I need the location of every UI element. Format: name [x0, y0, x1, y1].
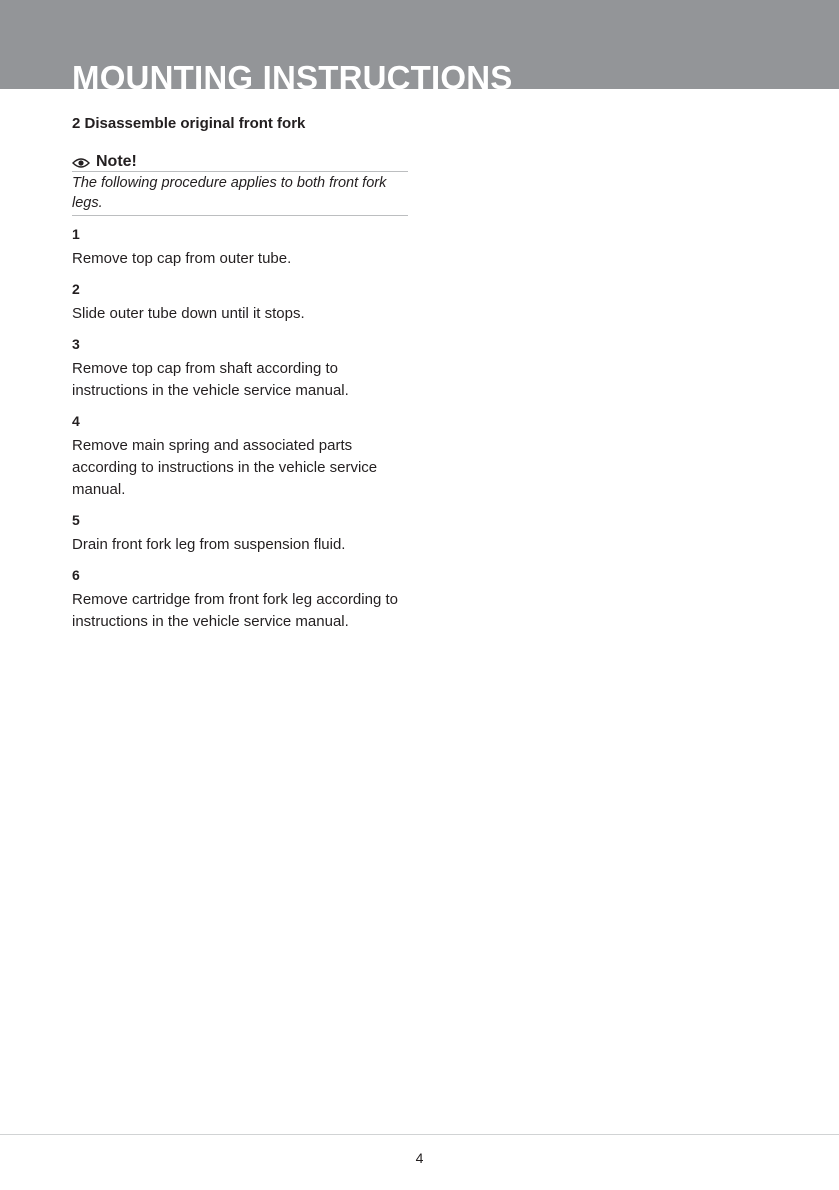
step-item — [72, 279, 408, 325]
step-text: Drain front fork leg from suspension fluid. — [72, 536, 346, 553]
step-text: Remove cartridge from front fork leg according to instructions in the vehicle service manual. — [72, 591, 398, 630]
step-text: Remove main spring and associated parts according to instructions in the vehicle service manual. — [72, 437, 378, 498]
section-heading: 2 Disassemble original front fork — [72, 115, 306, 132]
step-item — [72, 334, 408, 402]
note-label: Note! — [96, 153, 137, 170]
header-band — [0, 0, 839, 89]
note-header — [72, 153, 408, 172]
page-number: 4 — [415, 1150, 424, 1166]
step-number: 4 — [72, 413, 80, 429]
step-number: 2 — [72, 281, 80, 297]
step-number: 6 — [72, 567, 80, 583]
page-title: MOUNTING INSTRUCTIONS — [72, 59, 513, 89]
eye-icon — [72, 156, 90, 168]
note-text: The following procedure applies to both front fork legs. — [72, 172, 408, 216]
step-text: Remove top cap from outer tube. — [72, 250, 292, 267]
step-text: Slide outer tube down until it stops. — [72, 305, 305, 322]
step-number: 3 — [72, 336, 80, 352]
step-item — [72, 224, 408, 270]
step-number: 5 — [72, 512, 80, 528]
note-box — [72, 153, 408, 216]
step-item — [72, 510, 408, 556]
step-item — [72, 411, 408, 501]
step-text: Remove top cap from shaft according to instructions in the vehicle service manual. — [72, 360, 349, 399]
step-number: 1 — [72, 226, 80, 242]
steps-list — [72, 224, 408, 642]
footer-divider — [0, 1134, 839, 1135]
step-item — [72, 565, 408, 633]
